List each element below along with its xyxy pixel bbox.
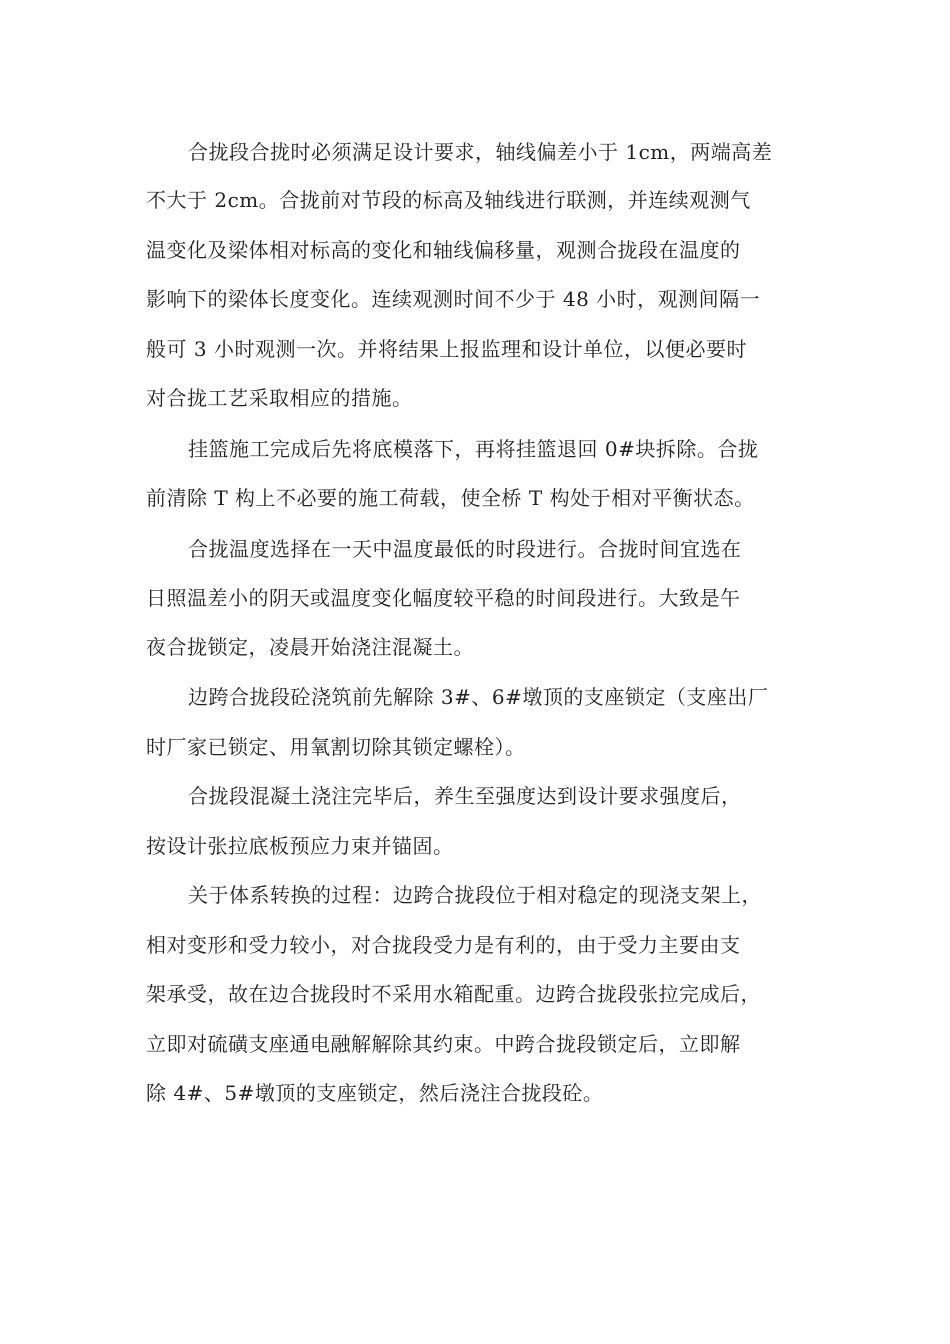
paragraph-1-line-3: 温变化及梁体相对标高的变化和轴线偏移量，观测合拢段在温度的 <box>146 238 741 262</box>
paragraph-6-line-5: 除 4#、5#墩顶的支座锁定，然后浇注合拢段砼。 <box>146 1081 604 1105</box>
paragraph-1-line-5: 般可 3 小时观测一次。并将结果上报监理和设计单位，以便必要时 <box>146 337 747 361</box>
paragraph-3-line-2: 日照温差小的阴天或温度变化幅度较平稳的时间段进行。大致是午 <box>146 586 741 610</box>
paragraph-1-line-1: 合拢段合拢时必须满足设计要求，轴线偏差小于 1cm，两端高差 <box>188 140 773 164</box>
paragraph-1-line-6: 对合拢工艺采取相应的措施。 <box>146 386 413 410</box>
paragraph-3-line-3: 夜合拢锁定，凌晨开始浇注混凝土。 <box>146 635 474 659</box>
paragraph-2-line-2: 前清除 T 构上不必要的施工荷载，使全桥 T 构处于相对平衡状态。 <box>146 486 755 510</box>
paragraph-2-line-1: 挂篮施工完成后先将底模落下，再将挂篮退回 0#块拆除。合拢 <box>188 437 759 461</box>
paragraph-4-line-1: 边跨合拢段砼浇筑前先解除 3#、6#墩顶的支座锁定（支座出厂 <box>188 685 769 709</box>
paragraph-6-line-1: 关于体系转换的过程：边跨合拢段位于相对稳定的现浇支架上， <box>188 883 762 907</box>
paragraph-5-line-1: 合拢段混凝土浇注完毕后，养生至强度达到设计要求强度后， <box>188 784 742 808</box>
paragraph-3-line-1: 合拢温度选择在一天中温度最低的时段进行。合拢时间宜选在 <box>188 537 742 561</box>
paragraph-5-line-2: 按设计张拉底板预应力束并锚固。 <box>146 834 454 858</box>
paragraph-1-line-2: 不大于 2cm。合拢前对节段的标高及轴线进行联测，并连续观测气 <box>146 188 751 212</box>
paragraph-6-line-2: 相对变形和受力较小，对合拢段受力是有利的，由于受力主要由支 <box>146 933 741 957</box>
paragraph-6-line-3: 架承受，故在边合拢段时不采用水箱配重。边跨合拢段张拉完成后， <box>146 982 761 1006</box>
paragraph-4-line-2: 时厂家已锁定、用氧割切除其锁定螺栓）。 <box>146 735 526 759</box>
paragraph-1-line-4: 影响下的梁体长度变化。连续观测时间不少于 48 小时，观测间隔一 <box>146 287 761 311</box>
paragraph-6-line-4: 立即对硫磺支座通电融解解除其约束。中跨合拢段锁定后，立即解 <box>146 1032 741 1056</box>
